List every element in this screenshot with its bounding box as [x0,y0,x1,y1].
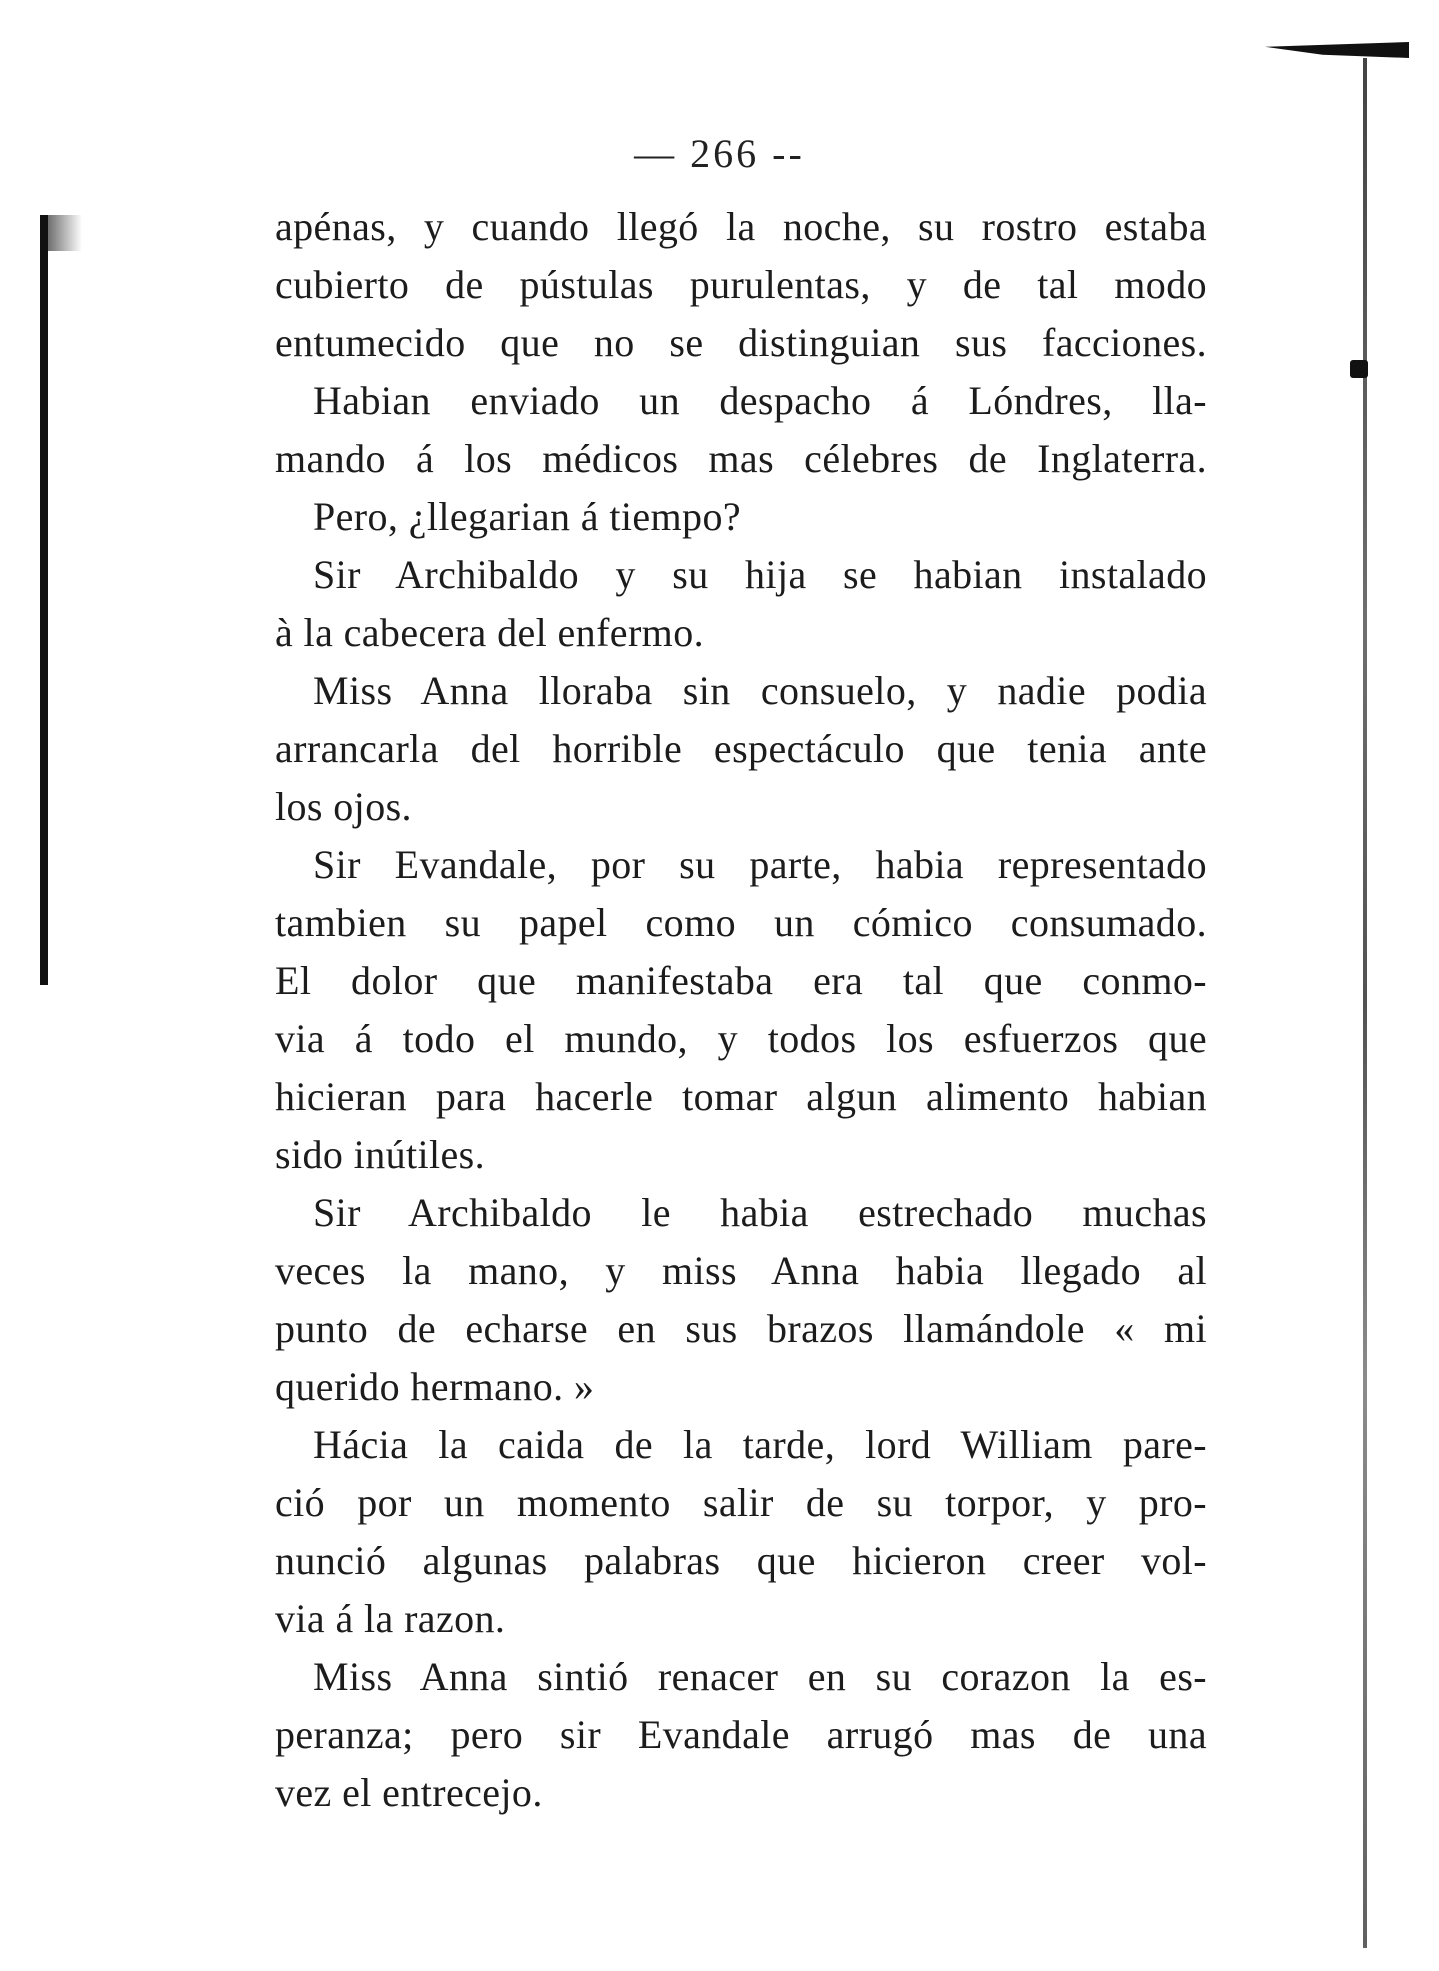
scan-edge-right [1363,58,1367,1948]
body-text [275,198,1207,1822]
scan-blot [1350,360,1368,378]
text-line: sido inútiles. [275,1132,486,1177]
text-line: punto de echarse en sus brazos llamándole « mi [275,1306,1207,1351]
text-line: Sir Archibaldo y su hija se habian instalado [313,552,1207,597]
text-line: Habian enviado un despacho á Lóndres, lla- [313,378,1207,423]
text-line: tambien su papel como un cómico consumado. [275,900,1207,945]
text-line: vez el entrecejo. [275,1770,543,1815]
text-line: Miss Anna lloraba sin consuelo, y nadie podia [313,668,1207,713]
scan-edge-left [40,215,48,985]
text-line: Sir Archibaldo le habia estrechado muchas [313,1190,1207,1235]
text-line: nunció algunas palabras que hicieron creer vol- [275,1538,1207,1583]
scan-edge-top-right [1265,42,1409,58]
text-line: hicieran para hacerle tomar algun alimento habian [275,1074,1207,1119]
text-line: Hácia la caida de la tarde, lord William pare- [313,1422,1207,1467]
text-line: querido hermano. » [275,1364,595,1409]
text-line: Sir Evandale, por su parte, habia representado [313,842,1207,887]
text-line: entumecido que no se distinguian sus facciones. [275,320,1207,365]
text-line: los ojos. [275,784,412,829]
text-line: mando á los médicos mas célebres de Inglaterra. [275,436,1207,481]
text-line: peranza; pero sir Evandale arrugó mas de una [275,1712,1207,1757]
text-line: El dolor que manifestaba era tal que conmo- [275,958,1207,1003]
text-line: via á todo el mundo, y todos los esfuerzos que [275,1016,1207,1061]
text-line: arrancarla del horrible espectáculo que tenia ante [275,726,1207,771]
text-line: Miss Anna sintió renacer en su corazon la es- [313,1654,1207,1699]
text-line: veces la mano, y miss Anna habia llegado al [275,1248,1207,1293]
text-line: via á la razon. [275,1596,506,1641]
scan-edge-left-mark [40,215,82,251]
text-line: Pero, ¿llegarian á tiempo? [313,494,741,539]
text-line: cubierto de pústulas purulentas, y de tal modo [275,262,1207,307]
text-line: apénas, y cuando llegó la noche, su rostro estaba [275,204,1207,249]
text-line: à la cabecera del enfermo. [275,610,704,655]
text-line: ció por un momento salir de su torpor, y pro- [275,1480,1207,1525]
page-number: — 266 -- [634,131,805,176]
